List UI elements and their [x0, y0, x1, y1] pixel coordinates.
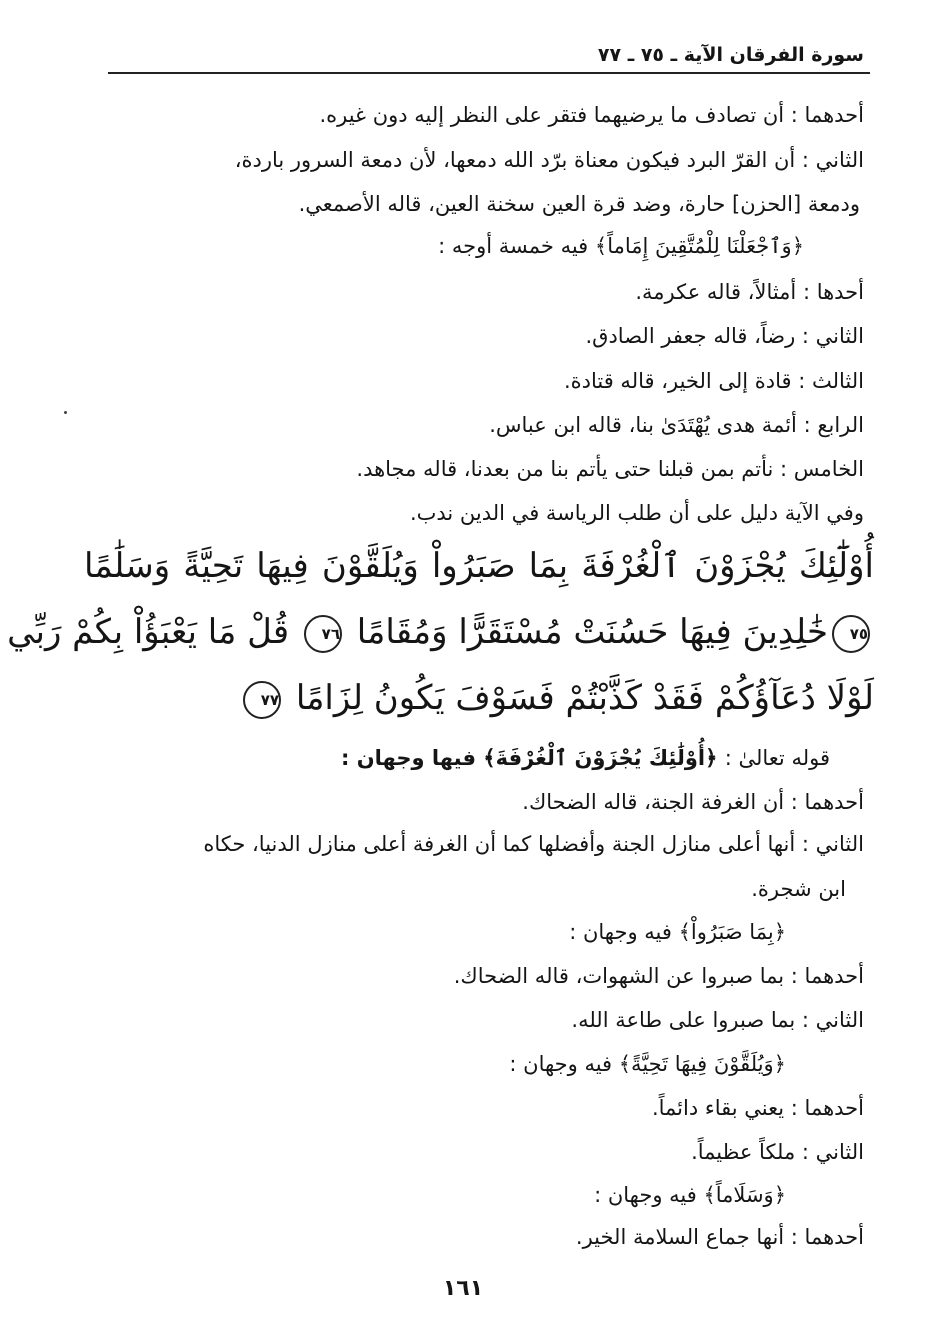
line-text: ﴿أُوْلَٰئِكَ يُجْزَوْنَ ٱلْغُرْفَةَ﴾ فيها وجهان : — [341, 746, 725, 770]
quran-verse-block — [7, 533, 874, 731]
line-label: قوله تعالىٰ : — [724, 746, 830, 770]
text-line-12 — [522, 788, 864, 817]
line-label: الثالث : — [798, 369, 864, 393]
line-text: رضاً، قاله جعفر الصادق. — [585, 324, 802, 348]
text-line-16 — [454, 962, 864, 991]
verse-77-start: قُلْ مَا يَعْبَؤُاْ بِكُمْ رَبِّي — [7, 612, 290, 652]
line-label: الرابع : — [803, 413, 864, 437]
ayah-marker-76: ٧٦ — [304, 615, 342, 653]
line-label: الثاني : — [801, 148, 864, 172]
header-rule — [108, 72, 870, 74]
quran-citation: ﴿وَيُلَقَّوْنَ فِيهَا تَحِيَّةً﴾ — [618, 1052, 786, 1076]
text-line-1 — [319, 101, 864, 130]
text-line-14 — [751, 875, 846, 904]
text-line-22 — [576, 1223, 864, 1252]
text-line-15 — [569, 918, 786, 947]
line-label: أحدهما : — [790, 103, 864, 127]
line-text: فيه وجهان : — [509, 1052, 619, 1076]
line-label: أحدهما : — [790, 1096, 864, 1120]
text-line-8 — [489, 411, 864, 440]
line-text: ابن شجرة. — [751, 877, 846, 901]
line-text: بما صبروا على طاعة الله. — [571, 1008, 802, 1032]
verse-77-end: لَوْلَا دُعَآؤُكُمْ فَقَدْ كَذَّبْتُمْ فَسَوْفَ يَكُونُ لِزَامًا — [295, 678, 874, 718]
page-number: ١٦١ — [442, 1276, 484, 1301]
line-text: نأتم بمن قبلنا حتى يأتم بنا من بعدنا، قاله مجاهد. — [356, 457, 781, 481]
line-label: الثاني : — [801, 832, 864, 856]
line-text: وفي الآية دليل على أن طلب الرياسة في الدين ندب. — [409, 501, 864, 525]
line-text: فيه وجهان : — [594, 1183, 704, 1207]
text-line-19 — [652, 1094, 864, 1123]
text-line-17 — [571, 1006, 864, 1035]
line-label: الثاني : — [801, 1140, 864, 1164]
quran-citation: ﴿وَٱجْعَلْنَا لِلْمُتَّقِينَ إِمَاماً﴾ — [594, 234, 804, 258]
line-text: أن القرّ البرد فيكون معناة برّد الله دمعها، لأن دمعة السرور باردة، — [234, 148, 802, 172]
line-text: فيه وجهان : — [569, 920, 679, 944]
text-line-10 — [410, 499, 864, 528]
verse-75-end: خَٰلِدِينَ فِيهَا حَسُنَتْ مُسْتَقَرًّا وَمُقَامًا — [356, 612, 828, 652]
text-line-5 — [635, 278, 864, 307]
line-text: أن الغرفة الجنة، قاله الضحاك. — [522, 790, 791, 814]
ayah-marker-75: ٧٥ — [832, 615, 870, 653]
text-line-11 — [341, 744, 830, 773]
text-line-4 — [438, 232, 804, 261]
running-head: سورة الفرقان الآية ـ ٧٥ ـ ٧٧ — [597, 44, 864, 66]
line-text: فيه خمسة أوجه : — [438, 234, 595, 258]
text-line-7 — [564, 367, 864, 396]
line-label: الخامس : — [780, 457, 864, 481]
line-text: قادة إلى الخير، قاله قتادة. — [563, 369, 799, 393]
line-label: الثاني : — [801, 1008, 864, 1032]
text-line-20 — [691, 1138, 864, 1167]
quran-line-2 — [7, 599, 874, 665]
text-line-21 — [594, 1181, 786, 1210]
line-text: ملكاً عظيماً. — [691, 1140, 802, 1164]
line-text: يعني بقاء دائماً. — [651, 1096, 791, 1120]
quran-citation: ﴿بِمَا صَبَرُواْ﴾ — [678, 920, 786, 944]
line-label: أحدهما : — [790, 964, 864, 988]
line-text: أن تصادف ما يرضيهما فتقر على النظر إليه دون غيره. — [319, 103, 791, 127]
text-line-6 — [585, 322, 864, 351]
line-text: أنها جماع السلامة الخير. — [575, 1225, 791, 1249]
line-text: أمثالاً، قاله عكرمة. — [635, 280, 803, 304]
line-label: الثاني : — [801, 324, 864, 348]
ayah-marker-77: ٧٧ — [243, 681, 281, 719]
line-label: أحدهما : — [790, 790, 864, 814]
quran-line-3 — [84, 665, 874, 731]
text-line-2 — [235, 146, 864, 175]
text-line-3 — [299, 190, 860, 219]
line-text: أئمة هدى يُهْتَدَىٰ بنا، قاله ابن عباس. — [489, 413, 804, 437]
quran-line-1: أُوْلَٰٓئِكَ يُجْزَوْنَ ٱلْغُرْفَةَ بِمَا صَبَرُواْ وَيُلَقَّوْنَ فِيهَا تَحِيَّةً وَسَلَٰمًا — [84, 546, 874, 586]
line-label: أحدهما : — [790, 1225, 864, 1249]
margin-speck — [64, 411, 67, 414]
line-text: بما صبروا عن الشهوات، قاله الضحاك. — [453, 964, 791, 988]
line-label: أحدها : — [802, 280, 864, 304]
line-text: أنها أعلى منازل الجنة وأفضلها كما أن الغرفة أعلى منازل الدنيا، حكاه — [203, 832, 802, 856]
text-line-18 — [509, 1050, 786, 1079]
text-line-9 — [356, 455, 864, 484]
line-text: ودمعة [الحزن] حارة، وضد قرة العين سخنة العين، قاله الأصمعي. — [298, 192, 860, 216]
quran-citation: ﴿وَسَلَاماً﴾ — [703, 1183, 786, 1207]
text-line-13 — [203, 830, 864, 859]
